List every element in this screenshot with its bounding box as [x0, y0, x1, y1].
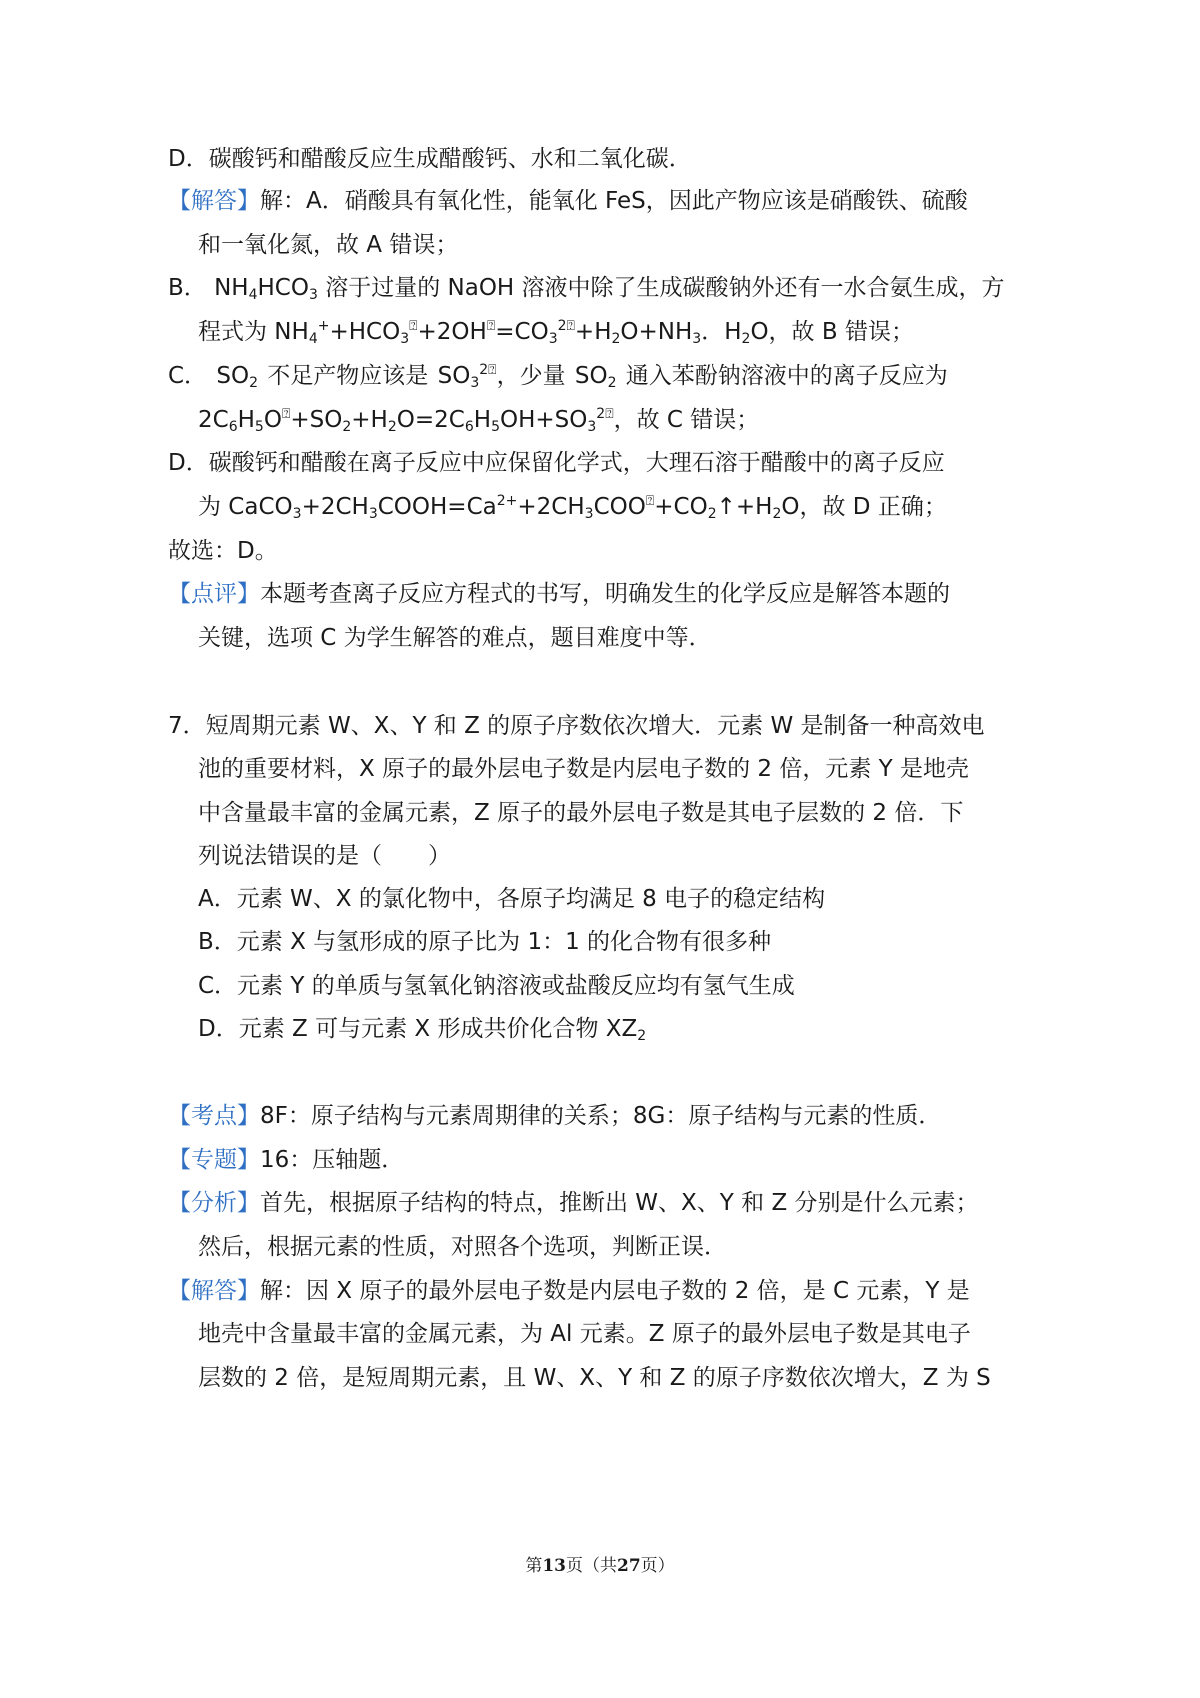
- answer-line-2: 和一氧化氮，故 A 错误；: [198, 232, 459, 258]
- question-7-line-1: 7．短周期元素 W、X、Y 和 Z 的原子序数依次增大．元素 W 是制备一种高效电: [168, 713, 985, 739]
- option-c: C．元素 Y 的单质与氢氧化钠溶液或盐酸反应均有氢气生成: [198, 973, 795, 999]
- solution-tag: 【解答】: [168, 1278, 260, 1304]
- answer-line-b: B． $NH_4HCO_3$ 溶于过量的 NaOH 溶液中除了生成碳酸钠外还有一水合氨生成，方: [168, 275, 1005, 303]
- topic: 【专题】16：压轴题．: [168, 1147, 405, 1173]
- analysis-line-1: 【分析】首先，根据原子结构的特点，推断出 W、X、Y 和 Z 分别是什么元素；: [168, 1190, 979, 1216]
- question-7-line-4: 列说法错误的是（ ）: [198, 843, 451, 869]
- answer-tag: 【解答】: [168, 188, 260, 214]
- answer-choice: 故选：D。: [168, 538, 278, 564]
- solution-line-2: 地壳中含量最丰富的金属元素，为 Al 元素。Z 原子的最外层电子数是其电子: [198, 1321, 971, 1347]
- answer-line-c-equation: $2C_6H_5O^⍰+SO_2+H_2O=2C_6H_5OH+SO_3^{2⍰}$，故 C 错误；: [198, 406, 760, 435]
- answer-line-c: C． $SO_2$ 不足产物应该是 $SO_3^{2⍰}$，少量 $SO_2$ 通入苯酚钠溶液中的离子反应为: [168, 362, 948, 391]
- answer-line-d: D．碳酸钙和醋酸在离子反应中应保留化学式，大理石溶于醋酸中的离子反应: [168, 450, 945, 476]
- comment-line-1: 【点评】本题考查离子反应方程式的书写，明确发生的化学反应是解答本题的: [168, 581, 950, 607]
- analysis-line-2: 然后，根据元素的性质，对照各个选项，判断正误．: [198, 1234, 727, 1260]
- comment-line-2: 关键，选项 C 为学生解答的难点，题目难度中等．: [198, 625, 712, 651]
- question-7-line-2: 池的重要材料，X 原子的最外层电子数是内层电子数的 2 倍，元素 Y 是地壳: [198, 756, 969, 782]
- answer-line-b-equation: 程式为 $NH_4^++HCO_3^⍰+2OH^⍰=CO_3^{2⍰}+H_2O+NH_3$．$H_2O$，故 B 错误；: [198, 318, 914, 347]
- answer-line-d-equation: 为 $CaCO_3+2CH_3COOH=Ca^{2+}+2CH_3COO^⍰+CO_2↑+H_2O$，故 D 正确；: [198, 493, 947, 522]
- page-number: 13: [542, 1556, 566, 1576]
- question-7-line-3: 中含量最丰富的金属元素，Z 原子的最外层电子数是其电子层数的 2 倍．下: [198, 800, 964, 826]
- analysis-tag: 【分析】: [168, 1190, 260, 1216]
- option-b: B．元素 X 与氢形成的原子比为 1：1 的化合物有很多种: [198, 929, 772, 955]
- line-d-option-prev: D．碳酸钙和醋酸反应生成醋酸钙、水和二氧化碳．: [168, 146, 692, 172]
- option-a: A．元素 W、X 的氯化物中，各原子均满足 8 电子的稳定结构: [198, 886, 826, 912]
- page-footer: 第13页（共27页）: [525, 1556, 675, 1576]
- total-pages: 27: [617, 1556, 641, 1576]
- knowledge-point: 【考点】8F：原子结构与元素周期律的关系；8G：原子结构与元素的性质．: [168, 1103, 942, 1129]
- topic-tag: 【专题】: [168, 1147, 260, 1173]
- answer-line-1: 【解答】解：A．硝酸具有氧化性，能氧化 FeS，因此产物应该是硝酸铁、硫酸: [168, 188, 968, 214]
- option-d: D．元素 Z 可与元素 X 形成共价化合物 $XZ_2$: [198, 1016, 647, 1044]
- solution-line-1: 【解答】解：因 X 原子的最外层电子数是内层电子数的 2 倍，是 C 元素，Y 是: [168, 1278, 970, 1304]
- knowledge-tag: 【考点】: [168, 1103, 260, 1129]
- solution-line-3: 层数的 2 倍，是短周期元素，且 W、X、Y 和 Z 的原子序数依次增大，Z 为 S: [198, 1365, 991, 1391]
- comment-tag: 【点评】: [168, 581, 260, 607]
